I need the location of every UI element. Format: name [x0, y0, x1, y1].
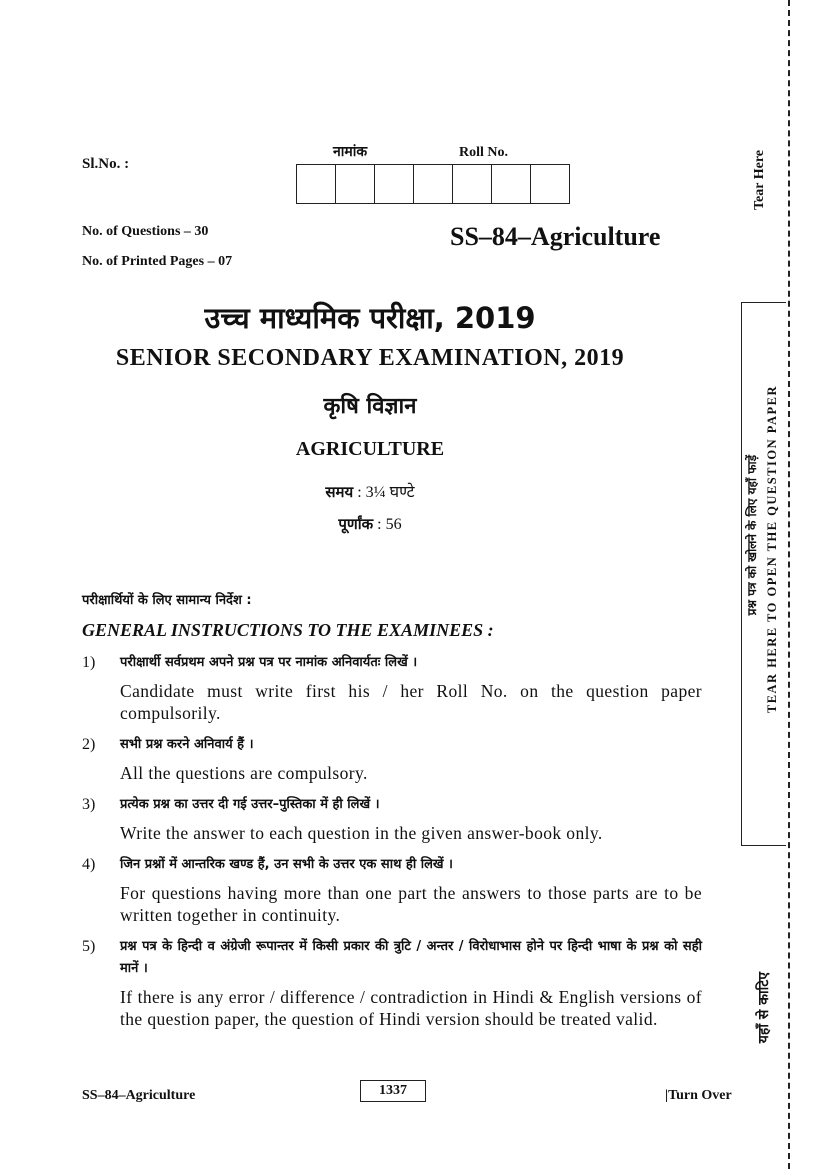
subject-title-hindi: कृषि विज्ञान	[323, 394, 417, 419]
roll-digit-box[interactable]	[414, 165, 453, 203]
instruction-english: Write the answer to each question in the given answer-book only.	[120, 823, 603, 843]
instructions-heading: GENERAL INSTRUCTIONS TO THE EXAMINEES :	[82, 620, 494, 640]
instruction-number: 4)	[82, 856, 96, 873]
roll-number-label-hindi: नामांक	[333, 144, 368, 160]
instruction-hindi: प्रश्न पत्र के हिन्दी व अंग्रेजी रूपान्तर में किसी प्रकार की त्रुटि / अन्तर / विरोधाभास होने पर हिन्दी भाषा के प्रश्न को सही मानें ।	[120, 939, 702, 976]
marks-label: पूर्णांक	[338, 515, 374, 533]
tear-instruction-hindi: प्रश्न पत्र को खोलने के लिए यहाँ फाड़ें	[745, 455, 759, 616]
number-of-printed-pages: No. of Printed Pages – 07	[82, 254, 233, 269]
instruction-number: 5)	[82, 938, 96, 955]
instructions-list	[82, 652, 702, 1040]
instruction-hindi: परीक्षार्थी सर्वप्रथम अपने प्रश्न पत्र पर नामांक अनिवार्यतः लिखें ।	[120, 655, 418, 670]
footer-paper-code: SS–84–Agriculture	[82, 1088, 196, 1103]
time-value: : 3¼ घण्टे	[353, 484, 415, 501]
instructions-heading-hindi: परीक्षार्थियों के लिए सामान्य निर्देश :	[82, 593, 252, 608]
instruction-hindi: जिन प्रश्नों में आन्तरिक खण्ड हैं, उन सभी के उत्तर एक साथ ही लिखें ।	[120, 857, 453, 872]
cut-here-label-hindi: यहाँ से काटिए	[756, 972, 772, 1044]
roll-digit-box[interactable]	[336, 165, 375, 203]
instruction-item	[82, 936, 702, 1036]
turn-over-label: |Turn Over	[665, 1088, 732, 1103]
instruction-english: If there is any error / difference / contradiction in Hindi & English versions of the question paper, the question of Hindi version should be treated valid.	[120, 987, 702, 1029]
subject-title: AGRICULTURE	[295, 438, 445, 460]
instruction-item	[82, 734, 702, 790]
instruction-item	[82, 794, 702, 850]
tear-here-label: Tear Here	[752, 150, 767, 211]
time-label: समय	[325, 483, 354, 501]
tear-dashed-line	[788, 0, 790, 1169]
roll-number-label: Roll No.	[459, 145, 508, 160]
exam-title-hindi: उच्च माध्यमिक परीक्षा, 2019	[204, 301, 536, 335]
instruction-number: 1)	[82, 654, 96, 671]
instruction-hindi: सभी प्रश्न करने अनिवार्य हैं ।	[120, 737, 254, 752]
number-of-questions: No. of Questions – 30	[82, 224, 209, 239]
paper-code: SS–84–Agriculture	[450, 222, 661, 251]
time-allowed	[60, 480, 680, 502]
marks-value: : 56	[373, 516, 402, 533]
instruction-number: 2)	[82, 736, 96, 753]
roll-digit-box[interactable]	[531, 165, 569, 203]
exam-title: SENIOR SECONDARY EXAMINATION, 2019	[115, 345, 625, 371]
maximum-marks	[60, 514, 680, 534]
roll-digit-box[interactable]	[375, 165, 414, 203]
roll-digit-box[interactable]	[297, 165, 336, 203]
serial-number-label: Sl.No. :	[82, 156, 130, 172]
instruction-item	[82, 854, 702, 932]
instruction-number: 3)	[82, 796, 96, 813]
instruction-english: All the questions are compulsory.	[120, 763, 368, 783]
instruction-english: Candidate must write first his / her Roll No. on the question paper compulsorily.	[120, 681, 702, 723]
instruction-hindi: प्रत्येक प्रश्न का उत्तर दी गई उत्तर–पुस्तिका में ही लिखें ।	[120, 797, 380, 812]
tear-instruction: TEAR HERE TO OPEN THE QUESTION PAPER	[765, 385, 779, 714]
instruction-english: For questions having more than one part the answers to those parts are to be written together in continuity.	[120, 883, 702, 925]
roll-number-boxes[interactable]	[296, 164, 570, 204]
roll-digit-box[interactable]	[453, 165, 492, 203]
page-number-box: 1337	[360, 1080, 426, 1102]
instruction-item	[82, 652, 702, 730]
roll-digit-box[interactable]	[492, 165, 531, 203]
